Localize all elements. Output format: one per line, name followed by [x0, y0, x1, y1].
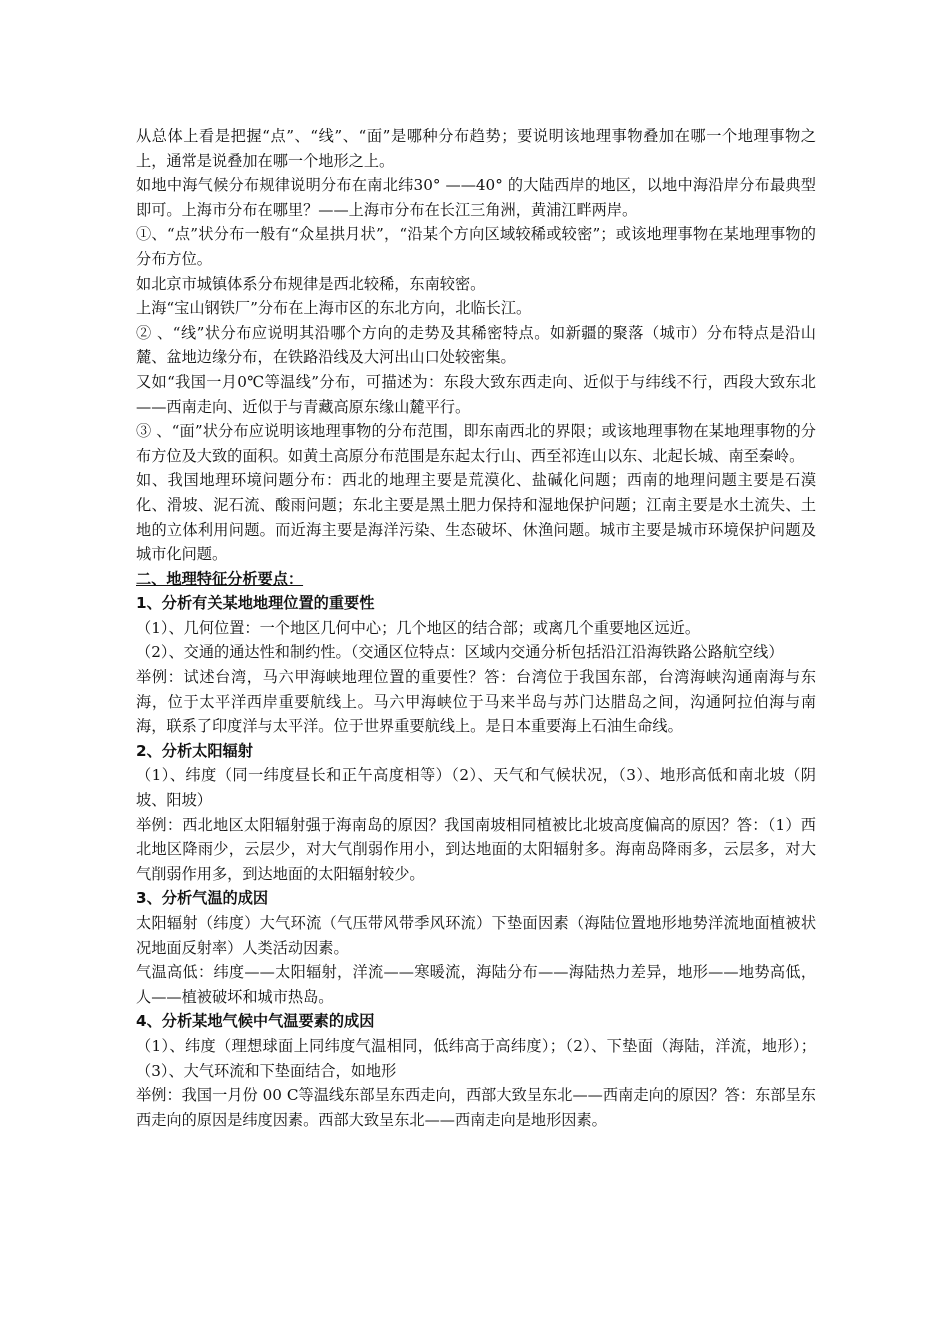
paragraph: 举例：我国一月份 00 C等温线东部呈东西走向，西部大致呈东北——西南走向的原因？答：东部呈东西走向的原因是纬度因素。西部大致呈东北——西南走向是地形因素。 [136, 1086, 816, 1129]
document-page [136, 124, 816, 1132]
paragraph: 举例：西北地区太阳辐射强于海南岛的原因？我国南坡相同植被比北坡高度偏高的原因？答：（1）西北地区降雨少，云层少，对大气削弱作用小，到达地面的太阳辐射多。海南岛降雨多，云层多，对大气削弱作用多，到达地面的太阳辐射较少。 [136, 815, 816, 883]
paragraph: 从总体上看是把握“点”、“线”、“面”是哪种分布趋势；要说明该地理事物叠加在哪一个地理事物之上，通常是说叠加在哪一个地形之上。 [136, 127, 816, 170]
paragraph: ①、“点”状分布一般有“众星拱月状”，“沿某个方向区域较稀或较密”；或该地理事物在某地理事物的分布方位。 [136, 225, 816, 268]
subsection-heading: 4、分析某地气候中气温要素的成因 [136, 1012, 375, 1031]
subsection-heading: 1、分析有关某地地理位置的重要性 [136, 594, 375, 613]
paragraph: ② 、“线”状分布应说明其沿哪个方向的走势及其稀密特点。如新疆的聚落（城市）分布特点是沿山麓、盆地边缘分布，在铁路沿线及大河出山口处较密集。 [136, 323, 816, 367]
paragraph: 气温高低：纬度——太阳辐射，洋流——寒暖流，海陆分布——海陆热力差异，地形——地势高低，人——植被破坏和城市热岛。 [136, 963, 816, 1006]
paragraph: 举例：试述台湾，马六甲海峡地理位置的重要性？答：台湾位于我国东部，台湾海峡沟通南海与东海，位于太平洋西岸重要航线上。马六甲海峡位于马来半岛与苏门达腊岛之间，沟通阿拉伯海与南海，联系了印度洋与太平洋。位于世界重要航线上。是日本重要海上石油生命线。 [136, 668, 816, 736]
paragraph: （1）、几何位置：一个地区几何中心；几个地区的结合部；或离几个重要地区远近。 [136, 618, 701, 637]
paragraph: 上海“宝山钢铁厂”分布在上海市区的东北方向，北临长江。 [136, 299, 532, 318]
paragraph: （1）、纬度（同一纬度昼长和正午高度相等）（2）、天气和气候状况，（3）、地形高低和南北坡（阴坡、阳坡） [136, 766, 816, 810]
paragraph: 如北京市城镇体系分布规律是西北较稀，东南较密。 [136, 274, 486, 293]
paragraph: （2）、交通的通达性和制约性。（交通区位特点：区域内交通分析包括沿江沿海铁路公路航空线） [136, 643, 784, 662]
paragraph: 如地中海气候分布规律说明分布在南北纬30° ——40° 的大陆西岸的地区，以地中海沿岸分布最典型即可。上海市分布在哪里？——上海市分布在长江三角洲，黄浦江畔两岸。 [136, 176, 816, 219]
paragraph: 太阳辐射（纬度）大气环流（气压带风带季风环流）下垫面因素（海陆位置地形地势洋流地面植被状况地面反射率）人类活动因素。 [136, 914, 816, 957]
paragraph: 又如“我国一月0℃等温线”分布，可描述为：东段大致东西走向、近似于与纬线不行，西段大致东北——西南走向、近似于与青藏高原东缘山麓平行。 [136, 372, 816, 416]
paragraph: 如、我国地理环境问题分布：西北的地理主要是荒漠化、盐碱化问题；西南的地理问题主要是石漠化、滑坡、泥石流、酸雨问题；东北主要是黑土肥力保持和湿地保护问题；江南主要是水土流失、土地的立体利用问题。而近海主要是海洋污染、生态破坏、休渔问题。城市主要是城市环境保护问题及城市化问题。 [136, 471, 816, 564]
section-heading: 二、地理特征分析要点： [136, 569, 304, 588]
subsection-heading: 3、分析气温的成因 [136, 889, 269, 908]
subsection-heading: 2、分析太阳辐射 [136, 741, 253, 760]
paragraph: （1）、纬度（理想球面上同纬度气温相同，低纬高于高纬度）；（2）、下垫面（海陆，洋流，地形）；（3）、大气环流和下垫面结合，如地形 [136, 1036, 816, 1080]
paragraph: ③ 、“面”状分布应说明该地理事物的分布范围，即东南西北的界限；或该地理事物在某地理事物的分布方位及大致的面积。如黄土高原分布范围是东起太行山、西至祁连山以东、北起长城、南至秦岭。 [136, 422, 816, 465]
